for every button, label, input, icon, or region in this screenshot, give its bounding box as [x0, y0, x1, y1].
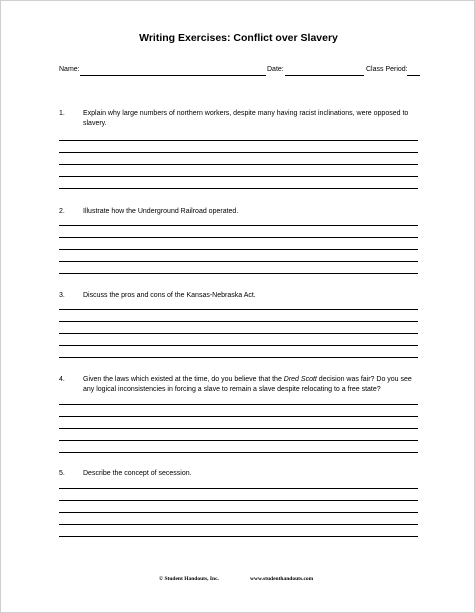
date-label: Date: [267, 66, 284, 73]
question-number: 4. [59, 376, 65, 383]
name-label: Name: [59, 66, 80, 73]
date-field-line[interactable] [285, 75, 364, 76]
answer-line[interactable] [59, 428, 418, 429]
answer-line[interactable] [59, 152, 418, 153]
answer-line[interactable] [59, 249, 418, 250]
answer-line[interactable] [59, 536, 418, 537]
question-number: 1. [59, 110, 65, 117]
answer-line[interactable] [59, 345, 418, 346]
question-text: Given the laws which existed at the time, do you believe that the Dred Scott decision was fair? Do you see any logical inconsistencies in forcing a slave to remain a slave despite relocating to a free state? [83, 376, 412, 393]
answer-line[interactable] [59, 225, 418, 226]
answer-line[interactable] [59, 261, 418, 262]
answer-line[interactable] [59, 309, 418, 310]
answer-line[interactable] [59, 416, 418, 417]
student-info-row [59, 66, 419, 78]
question-text: Illustrate how the Underground Railroad operated. [83, 208, 239, 215]
question-text: Explain why large numbers of northern workers, despite many having racist inclinations, were opposed to slavery. [83, 110, 409, 127]
answer-line[interactable] [59, 333, 418, 334]
answer-line[interactable] [59, 440, 418, 441]
footer-website: www.studenthandouts.com [250, 576, 314, 582]
answer-line[interactable] [59, 524, 418, 525]
answer-line[interactable] [59, 164, 418, 165]
answer-line[interactable] [59, 500, 418, 501]
answer-line[interactable] [59, 404, 418, 405]
answer-line[interactable] [59, 512, 418, 513]
class-period-field-line[interactable] [407, 75, 420, 76]
answer-line[interactable] [59, 273, 418, 274]
question-number: 3. [59, 292, 65, 299]
question-text: Describe the concept of secession. [83, 470, 192, 477]
answer-line[interactable] [59, 357, 418, 358]
answer-line[interactable] [59, 321, 418, 322]
footer-copyright: © Student Handouts, Inc. [159, 576, 219, 582]
answer-line[interactable] [59, 488, 418, 489]
answer-line[interactable] [59, 140, 418, 141]
case-name-italic: Dred Scott [283, 376, 317, 383]
name-field-line[interactable] [80, 75, 266, 76]
question-number: 2. [59, 208, 65, 215]
answer-line[interactable] [59, 176, 418, 177]
answer-line[interactable] [59, 452, 418, 453]
answer-line[interactable] [59, 188, 418, 189]
answer-line[interactable] [59, 237, 418, 238]
question-text: Discuss the pros and cons of the Kansas-Nebraska Act. [83, 292, 256, 299]
question-number: 5. [59, 470, 65, 477]
page-title: Writing Exercises: Conflict over Slavery [139, 32, 338, 44]
class-period-label: Class Period: [366, 66, 408, 73]
